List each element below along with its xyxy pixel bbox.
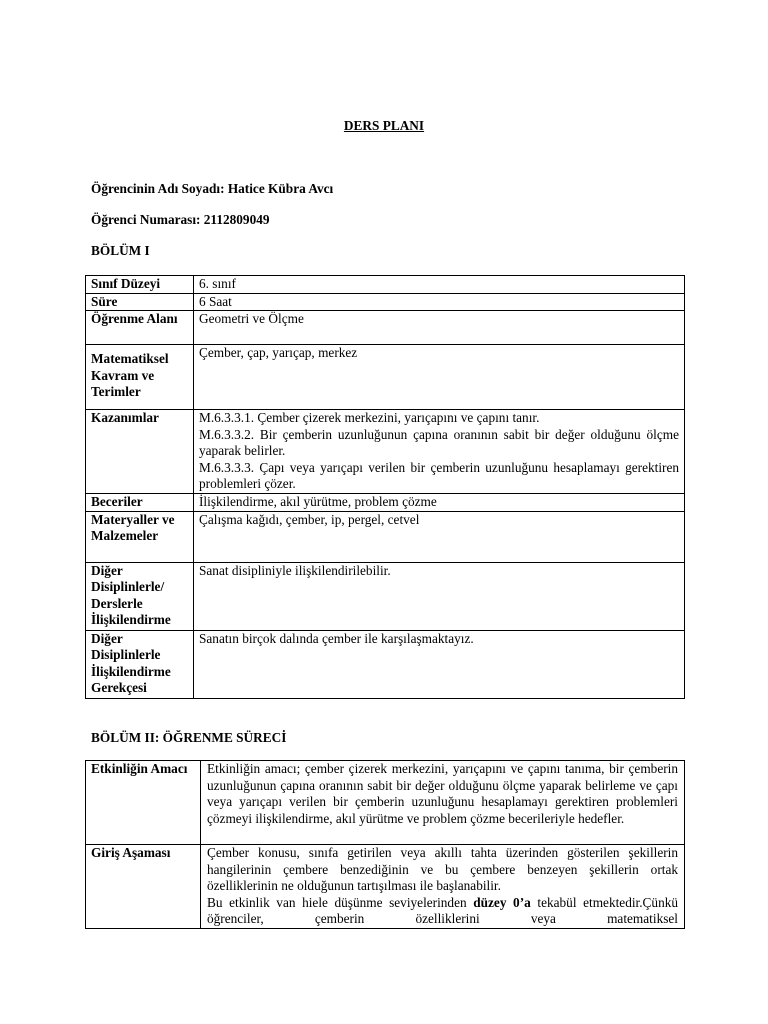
row-label: Materyaller ve Malzemeler	[86, 511, 194, 562]
row-label: Beceriler	[86, 494, 194, 512]
row-label: Sınıf Düzeyi	[86, 276, 194, 294]
table-row	[86, 562, 685, 630]
table-row	[86, 410, 685, 494]
van-hiele-text: Bu etkinlik van hiele düşünme seviyelerinden	[207, 894, 467, 910]
section-1-heading: BÖLÜM I	[91, 243, 150, 258]
intro-paragraph: Çember konusu, sınıfa getirilen veya akıllı tahta üzerinden gösterilen şekillerin hangilerinin çembere benzediğinin ve bu çembere benzeyen şekillerin ortak özelliklerinin ne olduğunun tartışılması ile başlanabilir.	[207, 845, 678, 893]
row-value: Çember, çap, yarıçap, merkez	[194, 345, 685, 410]
row-label: Matematiksel Kavram ve Terimler	[86, 345, 194, 410]
row-value: Çalışma kağıdı, çember, ip, pergel, cetvel	[194, 511, 685, 562]
row-value: 6 Saat	[194, 293, 685, 311]
van-hiele-text-continued: tekabül etmektedir.Çünkü öğrenciler, çemberin özelliklerini veya matematiksel	[207, 894, 679, 926]
outcome-item: M.6.3.3.1. Çember çizerek merkezini, yarıçapını ve çapını tanır.	[199, 410, 540, 425]
row-value: 6. sınıf	[194, 276, 685, 294]
lesson-info-table	[85, 275, 685, 699]
row-label: Giriş Aşaması	[86, 845, 201, 929]
outcome-item: M.6.3.3.3. Çapı veya yarıçapı verilen bir çemberin uzunluğunu hesaplamayı gerektiren problemleri çözer.	[199, 459, 679, 491]
table-row	[86, 845, 685, 929]
row-value: İlişkilendirme, akıl yürütme, problem çözme	[194, 494, 685, 512]
row-value: Etkinliğin amacı; çember çizerek merkezini, yarıçapını ve çapını tanıma, bir çemberin uzunluğunun çapına oranının sabit bir değer olduğunu ölçme yaparak belirleme ve çapı veya yarıçapı verilen bir çemberin uzunluğunu hesaplamayı gerektiren problemleri çözmeyi ilişkilendirme, akıl yürütme ve problem çözme becerileriyle hedefler.	[201, 761, 685, 845]
level-emphasis: düzey 0’a	[473, 894, 531, 910]
van-hiele-paragraph	[207, 895, 678, 928]
table-row	[86, 511, 685, 562]
row-value: Sanatın birçok dalında çember ile karşılaşmaktayız.	[194, 630, 685, 698]
table-row	[86, 761, 685, 845]
row-label: Diğer Disiplinlerle/ Derslerle İlişkilendirme	[86, 562, 194, 630]
table-row	[86, 276, 685, 294]
row-value	[194, 410, 685, 494]
student-number: Öğrenci Numarası: 2112809049	[91, 212, 270, 227]
learning-process-table	[85, 760, 685, 929]
row-value: Sanat disipliniyle ilişkilendirilebilir.	[194, 562, 685, 630]
table-row	[86, 311, 685, 345]
row-label: Diğer Disiplinlerle İlişkilendirme Gerekçesi	[86, 630, 194, 698]
outcome-item: M.6.3.3.2. Bir çemberin uzunluğunun çapına oranının sabit bir değer olduğunu ölçme yaparak belirler.	[199, 426, 679, 458]
row-label: Öğrenme Alanı	[86, 311, 194, 345]
row-label: Kazanımlar	[86, 410, 194, 494]
table-row	[86, 345, 685, 410]
row-value	[201, 845, 685, 929]
row-label: Etkinliğin Amacı	[86, 761, 201, 845]
student-name: Öğrencinin Adı Soyadı: Hatice Kübra Avcı	[91, 181, 334, 196]
table-row	[86, 630, 685, 698]
page-title: DERS PLANI	[343, 118, 425, 133]
row-value: Geometri ve Ölçme	[194, 311, 685, 345]
row-label: Süre	[86, 293, 194, 311]
section-2-heading: BÖLÜM II: ÖĞRENME SÜRECİ	[91, 730, 287, 745]
table-row	[86, 494, 685, 512]
table-row	[86, 293, 685, 311]
